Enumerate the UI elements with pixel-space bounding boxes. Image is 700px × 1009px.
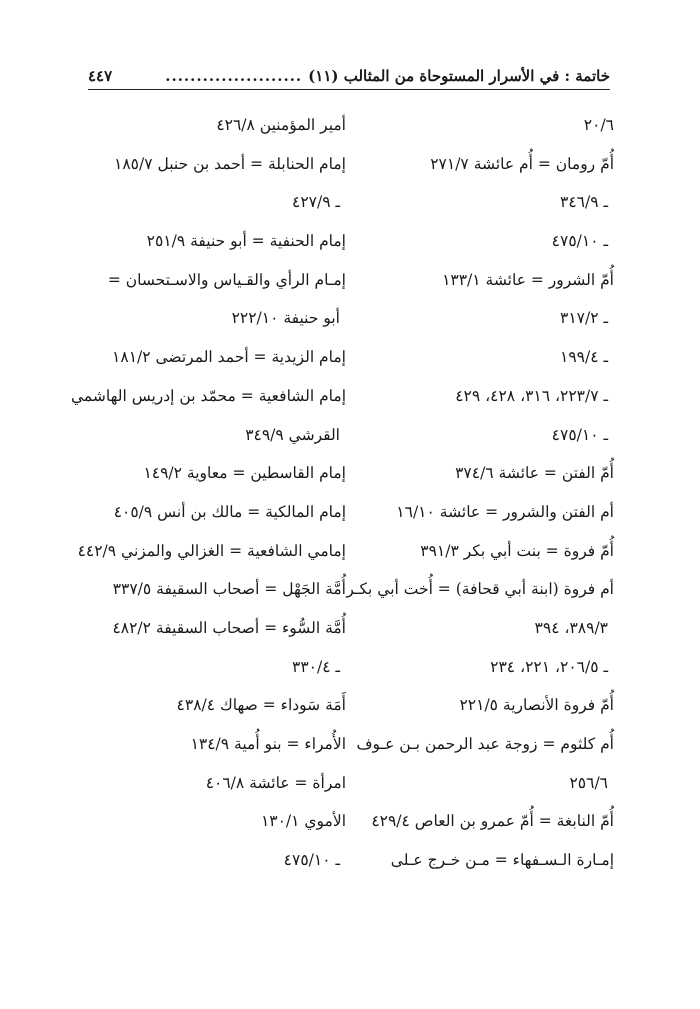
index-entry: أم فروة (ابنة أبي قحافة) = أُخت أبي بكـر — [346, 580, 614, 599]
header-title: خاتمة : في الأسرار المستوحاة من المثالب (١١) — [308, 67, 610, 85]
index-entry: ـ ٣١٧/٢ — [560, 309, 608, 328]
index-entry: أمير المؤمنين ٤٢٦/٨ — [216, 116, 346, 134]
index-entry: القرشي ٣٤٩/٩ — [245, 425, 340, 444]
index-entry: أُمّ النابغة = أُمّ عمرو بن العاص ٤٢٩/٤ — [371, 812, 614, 831]
index-entry: الأموي ١٣٠/١ — [260, 812, 346, 831]
index-entry: ـ ٤٧٥/١٠ — [551, 232, 608, 251]
index-entry: إمـارة الـسـفهاء = مـن خـرج عـلى — [390, 851, 614, 870]
index-column-left — [71, 106, 346, 880]
index-entry: إمام الحنابلة = أحمد بن حنبل ١٨٥/٧ — [114, 154, 346, 173]
index-entry: ـ ٤٧٥/١٠ — [551, 425, 608, 444]
index-entry: أبو حنيفة ٢٢٢/١٠ — [231, 309, 340, 328]
index-entry: أُمّ فروة الأنصارية ٢٢١/٥ — [459, 696, 614, 715]
index-entry: أُمّ فروة = بنت أبي بكر ٣٩١/٣ — [420, 541, 614, 560]
index-entry: ٢٠/٦ — [583, 116, 614, 134]
index-column-right — [346, 106, 614, 880]
index-entry: ٣٨٩/٣، ٣٩٤ — [534, 618, 608, 637]
index-entry: أُمّ الشرور = عائشة ١٣٣/١ — [442, 270, 614, 289]
page-number: ٤٤٧ — [88, 67, 113, 85]
index-entry: أم الفتن والشرور = عائشة ١٦/١٠ — [396, 502, 614, 521]
index-entry: ـ ٣٣٠/٤ — [292, 657, 340, 676]
index-entry: ـ ٣٤٦/٩ — [560, 193, 608, 212]
index-entry: امرأة = عائشة ٤٠٦/٨ — [205, 773, 346, 792]
index-entry: أُمَّة الجَهْل = أصحاب السقيفة ٣٣٧/٥ — [112, 580, 346, 599]
index-entry: ـ ٢٠٦/٥، ٢٢١، ٢٣٤ — [490, 657, 608, 676]
index-entry: أُمّ رومان = أُم عائشة ٢٧١/٧ — [430, 154, 614, 173]
header-leader-dots: ...................... — [165, 67, 303, 85]
index-entry: ـ ١٩٩/٤ — [560, 348, 608, 367]
index-entry: ـ ٤٧٥/١٠ — [283, 851, 340, 870]
index-entry: إمام الزيدية = أحمد المرتضى ١٨١/٢ — [112, 348, 346, 367]
index-entry: أُم كلثوم = زوجة عبد الرحمن بـن عـوف — [356, 735, 614, 753]
index-entry: إمام القاسطين = معاوية ١٤٩/٢ — [143, 464, 346, 483]
index-entry: ـ ٢٢٣/٧، ٣١٦، ٤٢٨، ٤٢٩ — [455, 386, 608, 405]
index-entry: إمام الشافعية = محمّد بن إدريس الهاشمي — [71, 386, 346, 405]
index-entry: إمـام الرأي والقـياس والاسـتحسان = — [107, 270, 346, 289]
index-entry: أُمّ الفتن = عائشة ٣٧٤/٦ — [455, 464, 614, 483]
index-entry: ـ ٤٢٧/٩ — [292, 193, 340, 212]
running-header — [88, 62, 610, 90]
index-entry: إمام المالكية = مالك بن أنس ٤٠٥/٩ — [113, 502, 346, 521]
index-entry: أُمَّة السُّوء = أصحاب السقيفة ٤٨٢/٢ — [112, 618, 346, 637]
index-entry: إمام الحنفية = أبو حنيفة ٢٥١/٩ — [146, 232, 346, 251]
index-entry: أَمَة سَوداء = صهاك ٤٣٨/٤ — [176, 696, 346, 715]
index-entry: الأُمراء = بنو أُمية ١٣٤/٩ — [190, 735, 346, 753]
index-entry: ٢٥٦/٦ — [569, 773, 608, 792]
index-entry: إمامي الشافعية = الغزالي والمزني ٤٤٢/٩ — [77, 541, 346, 560]
